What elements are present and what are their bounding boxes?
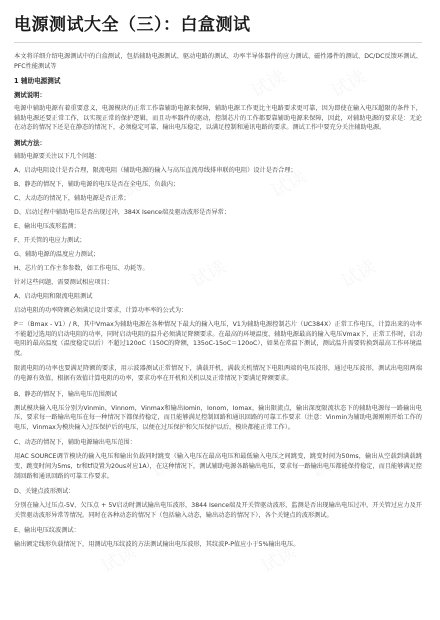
section-heading: 1 辅助电源测试	[14, 77, 61, 86]
subsection-heading: D、关键点波形测试：	[14, 488, 75, 496]
method-heading: 测试方法：	[14, 138, 46, 147]
watermark: 试读	[247, 66, 290, 103]
subsection-heading: E、输出电压纹波测试：	[14, 527, 80, 535]
subsection-heading: C、动态的情况下，辅助电源输出电压范围：	[14, 439, 136, 447]
watermark: 试读	[337, 256, 380, 293]
desc-heading: 测试说明：	[14, 91, 46, 100]
subsection-text: 启动电阻的功率降额必须满足设计要求，计算功率率的公式为：	[14, 306, 188, 314]
list-item: F、开关管的电应力测试；	[14, 236, 86, 244]
watermark: 试读	[147, 446, 190, 483]
page-title: 电源测试大全（三）：白盒测试	[14, 15, 251, 35]
desc-paragraph: 电源中辅助电源有着重要意义，电源模块的正常工作靠辅助电源来保障，辅助电源工作更比主电路要求更可靠，因为即使在输入电压超限的条件下，辅助电源还要正常工作，以实现正常的保护逻辑，而且功率器件的驱动，控制芯片的工作都要靠辅助电源来保障，因此，对辅助电源的要求是：无论在动态的情况下还是在静态的情况下，必须稳定可靠，输出电压稳定，以满足控制和通讯电路的要求。测试工作中要充分关注辅助电源。	[14, 105, 422, 132]
formula-paragraph: P＝（Bmax - V1）/ R，其中Vmax为辅助电源在各种情况下最大的输入电压，V1为辅助电源控制芯片（UC384X）正常工作电压，计算出来的功率不能超过选用的启动电阻的功率，同时启动电阻的温升必须满足降额要求。在最高的环境温度、辅助电源最高的输入电压Vmax下，正常工作时，启动电阻的最高温度（温度稳定以后）不超过120oC（150C的降额，135oC-15oC＝120oC），如果在常温下测试，测试温升需要转换到最高工作环境温度。	[14, 320, 422, 357]
subsection-heading: B、静态的情况下，输出电压范围测试	[14, 390, 118, 398]
title-divider	[14, 42, 422, 43]
watermark: 试读	[77, 356, 120, 393]
list-item: G、辅助电源的温度应力测试；	[14, 250, 100, 258]
list-item: E、输出电压波形监测；	[14, 222, 80, 230]
watermark: 试读	[307, 446, 350, 483]
plan-intro: 针对这些问题，需要测试相应项目：	[14, 278, 113, 286]
subsection-paragraph: 测试模块输入电压分别为Vinmin，Vinnom，Vinmax和输出Iomin，Ionom，Iomax，输出限流点，输出深度限流状态下的辅助电源每一路输出电压，要求每一路输出电压在每一种情况下都保持稳定，而且能够满足控制回路和通讯回路的可靠工作要求（注意：Vinmin为辅助电源刚刚开始工作的电压，Vinmax为模块输入过压保护后的电压，以便在过压保护和欠压保护以后，模块都能正常工作）。	[14, 404, 422, 431]
subsection-paragraph: 用AC SOURCE调节模块的输入电压和输出负载同时跳变（输入电压在最高电压和最低输入电压之间跳变，跳变时间为50ms，输出从空载到满载跳变，跳变时间为5ms，tr和tf设置为20us对应1A），在这种情况下，测试辅助电源各路输出电压，要求每一路输出电压都能保持稳定，而且能够满足控制回路和通讯回路的可靠工作要求。	[14, 453, 422, 480]
list-item: B、静态的情况下，辅助电源的电压是否在全电压、负载内；	[14, 180, 180, 188]
watermark: 试读	[97, 541, 140, 578]
subsection-paragraph: 分别在输入过压点-5V、欠压点 + 5V启动时测试输出电压波形，3844 Isence端及开关管驱动波形，监测是否出现输出电压过冲，开关管过应力及开关管驱动波形异常等情况。同时在各种动态的情况下（包括输入动态，输出动态的情况下），各个关键点的波形测试。	[14, 502, 422, 519]
list-item: C、大动态的情况下，辅助电源是否正常；	[14, 194, 130, 202]
subsection-heading: A、启动电阻和限流电阻测试	[14, 292, 93, 300]
subsection-paragraph: 限流电阻的功率也要满足降额的要求，用示波器测试正常情况下，满载开机，满载关机情况下电阻两端的电压波形，通过电压波形，测试出电阻两端的电源有效值，根据有效值计算电阻的功率，要求功率在开机和关机以及正常情况下要满足降额要求。	[14, 365, 422, 382]
subsection-paragraph: 输出额定线形负载情况下，用测试电压纹波的方法测试输出电压波形，其纹波P-P值应小于5%输出电压。	[14, 541, 300, 549]
watermark: 试读	[327, 66, 370, 103]
list-item: D、启动过程中辅助电压是否出现过冲，384X Isence端及驱动波形是否异常；	[14, 208, 231, 216]
list-item: H、芯片的工作主参参数，如工作电压、功耗等。	[14, 264, 149, 272]
watermark: 试读	[187, 256, 230, 293]
watermark: 试读	[257, 541, 300, 578]
watermark: 试读	[267, 166, 310, 203]
intro-paragraph: 本文将详细介绍电源测试中的白盒测试，包括辅助电源测试、驱动电路的测试、功率半导体器件的应力测试、磁性器件的测试、DC/DC反馈环测试、PFC性能测试等	[14, 53, 422, 70]
focus-intro: 辅助电源要关注以下几个问题：	[14, 152, 101, 160]
list-item: A、启动电阻设计是否合理，限流电阻（辅助电源的输入与高压直流母线排串联的电阻）设计是否合理；	[14, 166, 297, 174]
watermark: 试读	[227, 356, 270, 393]
watermark: 试读	[117, 166, 160, 203]
